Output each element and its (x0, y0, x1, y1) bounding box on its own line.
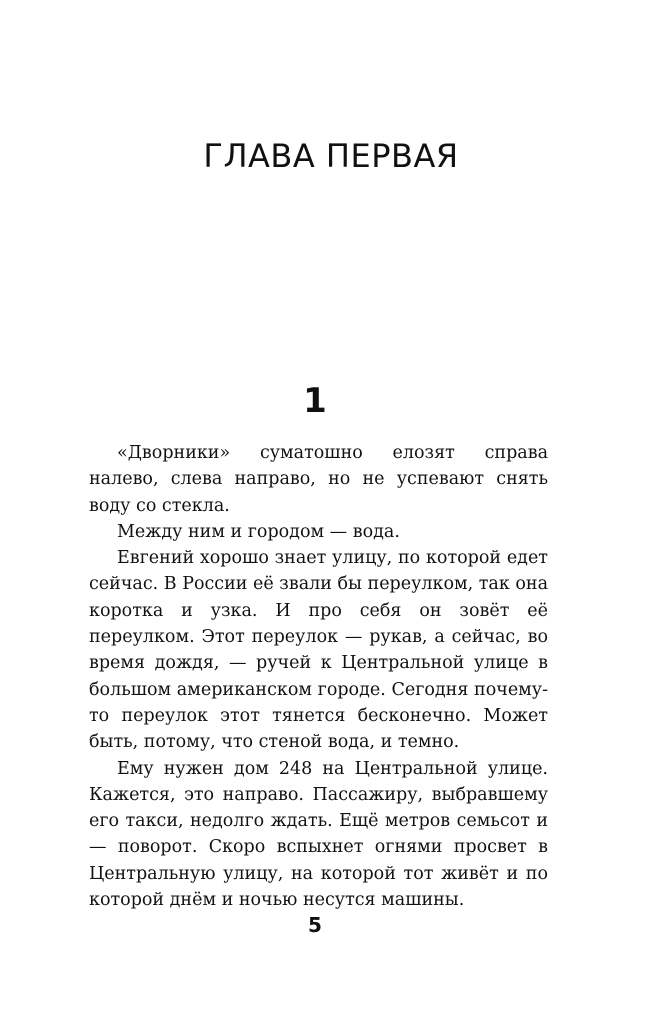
page-number: 5 (308, 913, 322, 937)
paragraph: Ему нужен дом 248 на Центральной улице. Кажется, это направо. Пассажиру, выбравшему его такси, недолго ждать. Ещё метров семьсот и — поворот. Скоро вспыхнет огнями просвет в Центральную улицу, на которой тот живёт и по которой днём и ночью несутся машины. (89, 758, 548, 911)
paragraph: Евгений хорошо знает улицу, по которой едет сейчас. В России её звали бы переулком, так она коротка и узка. И про себя он зовёт её переулком. Этот переулок — рукав, а сейчас, во время дождя, — ручей к Центральной улице в большом американском городе. Сегодня почему-то переулок этот тянется бесконечно. Может быть, потому, что стеной вода, и темно. (89, 548, 548, 753)
chapter-title: ГЛАВА ПЕРВАЯ (203, 137, 459, 175)
section-number: 1 (303, 381, 327, 421)
paragraph: «Дворники» суматошно елозят справа налево, слева направо, но не успевают снять воду со стекла. (89, 443, 548, 516)
body-text (89, 440, 548, 913)
paragraph: Между ним и городом — вода. (117, 521, 400, 542)
